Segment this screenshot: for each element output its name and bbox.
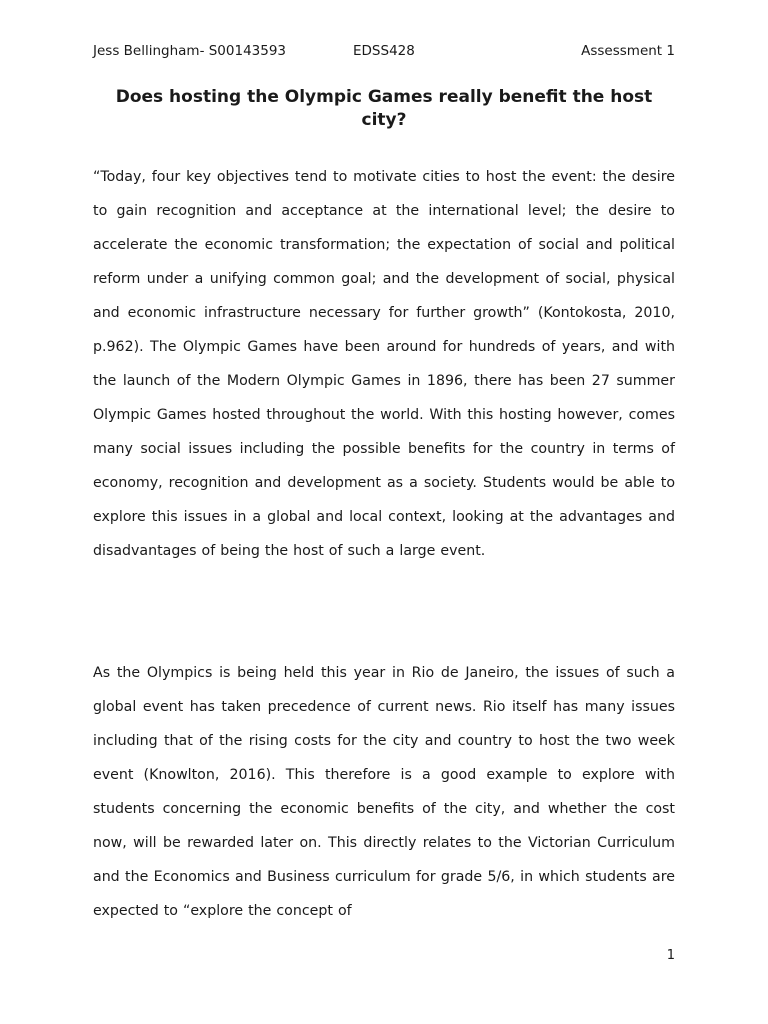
header-assessment: Assessment 1 [581, 43, 675, 59]
header-author: Jess Bellingham- S00143593 [93, 43, 287, 59]
paragraph-1: “Today, four key objectives tend to motivate cities to host the event: the desire to gain recognition and acceptance at the international level; the desire to accelerate the economic transformation; the expectation of social and political reform under a unifying common goal; and the development of social, physical and economic infrastructure necessary for further growth” (Kontokosta, 2010, p.962). The Olympic Games have been around for hundreds of years, and with the launch of the Modern Olympic Games in 1896, there has been 27 summer Olympic Games hosted throughout the world. With this hosting however, comes many social issues including the possible benefits for the country in terms of economy, recognition and development as a society. Students would be able to explore this issues in a global and local context, looking at the advantages and disadvantages of being the host of such a large event. [93, 169, 675, 559]
page-header [93, 41, 675, 61]
header-course-code: EDSS428 [353, 43, 415, 59]
page-number: 1 [666, 948, 675, 963]
paragraph-2: As the Olympics is being held this year in Rio de Janeiro, the issues of such a global event has taken precedence of current news. Rio itself has many issues including that of the rising costs for the city and country to host the two week event (Knowlton, 2016). This therefore is a good example to explore with students concerning the economic benefits of the city, and whether the cost now, will be rewarded later on. This directly relates to the Victorian Curriculum and the Economics and Business curriculum for grade 5/6, in which students are expected to “explore the concept of [93, 665, 675, 919]
document-title: Does hosting the Olympic Games really benefit the host city? [115, 87, 653, 130]
